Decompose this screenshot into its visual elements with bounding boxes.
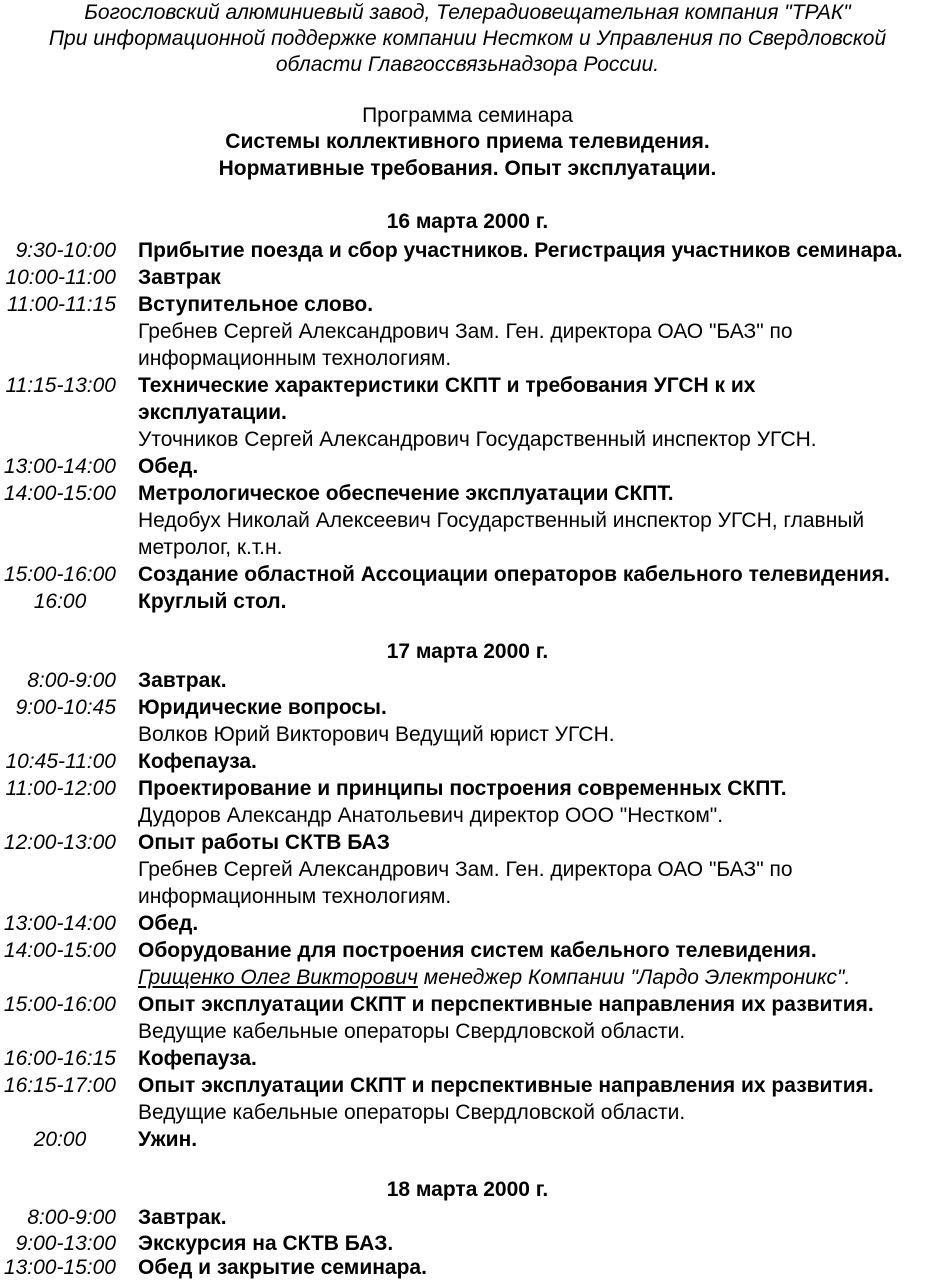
organizer-line-2: При информационной поддержке компании Нестком и Управления по Свердловской xyxy=(48,27,887,50)
agenda-item: Завтрак. xyxy=(138,1206,227,1229)
time-slot: 11:15-13:00 xyxy=(5,374,116,397)
time-slot: 20:00 xyxy=(33,1128,87,1151)
time-slot: 16:15-17:00 xyxy=(3,1074,116,1097)
speaker-name: Грищенко Олег Викторович xyxy=(138,966,418,989)
agenda-item: Обед и закрытие семинара. xyxy=(138,1256,427,1279)
time-slot: 8:00-9:00 xyxy=(27,669,116,692)
agenda-item: Опыт эксплуатации СКПТ и перспективные направления их развития. xyxy=(138,1074,874,1097)
speaker-line: метролог, к.т.н. xyxy=(138,536,283,559)
day-2-date: 17 марта 2000 г. xyxy=(386,640,549,663)
speaker-line: Ведущие кабельные операторы Свердловской области. xyxy=(138,1101,686,1124)
time-slot: 8:00-9:00 xyxy=(27,1206,116,1229)
time-slot: 10:00-11:00 xyxy=(5,266,116,289)
program-title-2: Нормативные требования. Опыт эксплуатации. xyxy=(218,157,717,180)
time-slot: 13:00-14:00 xyxy=(3,455,116,478)
program-title-1: Системы коллективного приема телевидения. xyxy=(225,130,710,153)
agenda-item: Завтрак. xyxy=(138,669,227,692)
time-slot: 16:00-16:15 xyxy=(3,1047,116,1070)
time-slot: 15:00-16:00 xyxy=(3,993,116,1016)
time-slot: 15:00-16:00 xyxy=(3,563,116,586)
time-slot: 11:00-12:00 xyxy=(5,777,116,800)
organizer-line-1: Богословский алюминиевый завод, Телерадиовещательная компания "ТРАК" xyxy=(84,1,851,24)
agenda-item: Ужин. xyxy=(138,1128,198,1151)
agenda-item: Прибытие поезда и сбор участников. Регистрация участников семинара. xyxy=(138,239,903,262)
time-slot: 9:00-10:45 xyxy=(15,696,116,719)
time-slot: 9:00-13:00 xyxy=(15,1232,116,1255)
agenda-item: Завтрак xyxy=(138,266,221,289)
agenda-item: Опыт эксплуатации СКПТ и перспективные направления их развития. xyxy=(138,993,874,1016)
agenda-item-cont: эксплуатации. xyxy=(138,401,287,424)
agenda-item: Метрологическое обеспечение эксплуатации СКПТ. xyxy=(138,482,674,505)
agenda-item: Юридические вопросы. xyxy=(138,696,387,719)
time-slot: 10:45-11:00 xyxy=(5,750,116,773)
agenda-item: Кофепауза. xyxy=(138,1047,257,1070)
speaker-line: Уточников Сергей Александрович Государственный инспектор УГСН. xyxy=(138,428,817,451)
time-slot: 9:30-10:00 xyxy=(15,239,116,262)
time-slot: 13:00-15:00 xyxy=(3,1256,116,1279)
time-slot: 14:00-15:00 xyxy=(3,939,116,962)
program-label: Программа семинара xyxy=(362,104,573,127)
time-slot: 12:00-13:00 xyxy=(3,831,116,854)
agenda-item: Вступительное слово. xyxy=(138,293,374,316)
speaker-line: информационным технологиям. xyxy=(138,885,452,908)
agenda-item: Проектирование и принципы построения современных СКПТ. xyxy=(138,777,787,800)
agenda-item: Опыт работы СКТВ БАЗ xyxy=(138,831,390,854)
time-slot: 16:00 xyxy=(33,590,87,613)
organizer-line-3: области Главгоссвязьнадзора России. xyxy=(275,53,660,76)
speaker-line: Гребнев Сергей Александрович Зам. Ген. директора ОАО "БАЗ" по xyxy=(138,320,793,343)
agenda-item: Технические характеристики СКПТ и требования УГСН к их xyxy=(138,374,756,397)
day-3-date: 18 марта 2000 г. xyxy=(386,1178,549,1201)
speaker-line xyxy=(138,964,850,991)
speaker-line: Волков Юрий Викторович Ведущий юрист УГСН. xyxy=(138,723,615,746)
speaker-line: информационным технологиям. xyxy=(138,347,452,370)
time-slot: 13:00-14:00 xyxy=(3,912,116,935)
speaker-line: Ведущие кабельные операторы Свердловской области. xyxy=(138,1020,686,1043)
agenda-item: Обед. xyxy=(138,455,199,478)
agenda-item: Круглый стол. xyxy=(138,590,287,613)
agenda-item: Оборудование для построения систем кабельного телевидения. xyxy=(138,939,817,962)
agenda-item: Кофепауза. xyxy=(138,750,257,773)
agenda-item: Экскурсия на СКТВ БАЗ. xyxy=(138,1232,394,1255)
agenda-item: Обед. xyxy=(138,912,199,935)
agenda-item: Создание областной Ассоциации операторов кабельного телевидения. xyxy=(138,563,890,586)
day-1-date: 16 марта 2000 г. xyxy=(386,210,549,233)
speaker-line: Недобух Николай Алексеевич Государственный инспектор УГСН, главный xyxy=(138,509,865,532)
time-slot: 14:00-15:00 xyxy=(3,482,116,505)
speaker-role: менеджер Компании "Лардо Электроникс". xyxy=(417,966,851,989)
speaker-line: Дудоров Александр Анатольевич директор ООО "Нестком". xyxy=(138,804,724,827)
time-slot: 11:00-11:15 xyxy=(7,293,116,316)
speaker-line: Гребнев Сергей Александрович Зам. Ген. директора ОАО "БАЗ" по xyxy=(138,858,793,881)
